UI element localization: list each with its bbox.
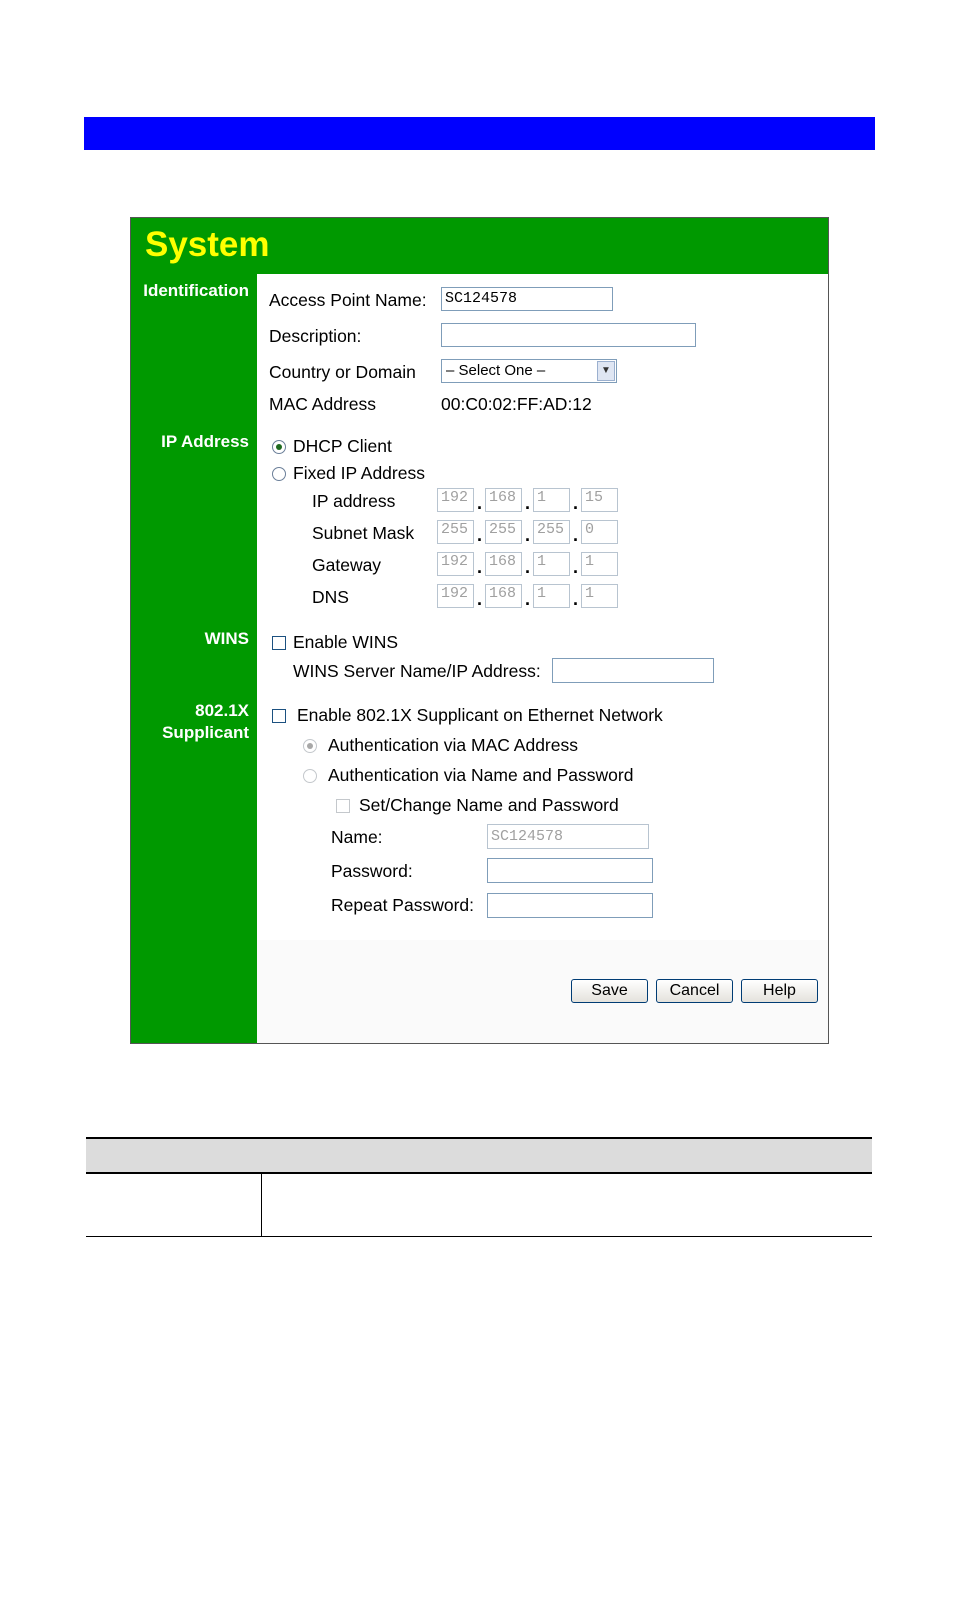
ip-separator: . [525, 493, 531, 513]
fixed-ip-label: Fixed IP Address [293, 463, 425, 483]
table-row [86, 1174, 872, 1237]
section-label-identification: Identification [143, 281, 249, 300]
enable-wins-checkbox[interactable] [272, 636, 286, 650]
dns-octet-4[interactable]: 1 [581, 584, 618, 608]
repeat-password-input[interactable] [487, 893, 653, 918]
panel-header [131, 218, 828, 274]
gateway-octet-1[interactable]: 192 [437, 552, 474, 576]
gateway-octet-3[interactable]: 1 [533, 552, 570, 576]
gateway-separator: . [573, 557, 579, 577]
dns-separator: . [477, 589, 483, 609]
description-label: Description: [269, 326, 362, 346]
supplicant-password-label: Password: [331, 861, 413, 881]
save-button[interactable]: Save [571, 979, 648, 1003]
gateway-label: Gateway [312, 555, 382, 575]
access-point-name-input[interactable]: SC124578 [441, 287, 613, 311]
auth-mac-label: Authentication via MAC Address [328, 735, 578, 755]
gateway-octet-2[interactable]: 168 [485, 552, 522, 576]
auth-name-password-label: Authentication via Name and Password [328, 765, 634, 785]
ip-octet-4[interactable]: 15 [581, 488, 618, 512]
supplicant-name-label: Name: [331, 827, 383, 847]
section-label-802-1x: 802.1X [195, 701, 249, 720]
subnet-separator: . [573, 525, 579, 545]
repeat-password-label: Repeat Password: [331, 895, 474, 915]
table-header-row [86, 1137, 872, 1174]
supplicant-name-input[interactable]: SC124578 [487, 824, 649, 849]
subnet-separator: . [477, 525, 483, 545]
auth-mac-radio[interactable] [303, 739, 317, 753]
supplicant-password-input[interactable] [487, 858, 653, 883]
ip-octet-2[interactable]: 168 [485, 488, 522, 512]
section-sidebar [131, 274, 257, 1043]
help-button[interactable]: Help [741, 979, 818, 1003]
ip-address-label: IP address [312, 491, 396, 511]
subnet-separator: . [525, 525, 531, 545]
system-settings-panel [130, 217, 829, 1044]
chevron-down-icon[interactable]: ▼ [597, 361, 615, 381]
ip-separator: . [573, 493, 579, 513]
dns-separator: . [525, 589, 531, 609]
subnet-mask-label: Subnet Mask [312, 523, 415, 543]
set-change-password-label: Set/Change Name and Password [359, 795, 619, 815]
mac-address-label: MAC Address [269, 394, 376, 414]
button-bar [257, 940, 828, 1043]
gateway-separator: . [477, 557, 483, 577]
ip-separator: . [477, 493, 483, 513]
access-point-name-label: Access Point Name: [269, 290, 427, 310]
mac-address-value: 00:C0:02:FF:AD:12 [441, 394, 592, 414]
cancel-button[interactable]: Cancel [656, 979, 733, 1003]
wins-server-label: WINS Server Name/IP Address: [293, 661, 541, 681]
panel-title: System [145, 225, 270, 264]
ip-octet-1[interactable]: 192 [437, 488, 474, 512]
dns-octet-3[interactable]: 1 [533, 584, 570, 608]
set-change-password-checkbox[interactable] [336, 799, 350, 813]
section-label-ip-address: IP Address [161, 432, 249, 451]
country-domain-label: Country or Domain [269, 362, 416, 382]
auth-name-password-radio[interactable] [303, 769, 317, 783]
dns-separator: . [573, 589, 579, 609]
fixed-ip-radio[interactable] [272, 467, 286, 481]
enable-supplicant-checkbox[interactable] [272, 709, 286, 723]
ip-octet-3[interactable]: 1 [533, 488, 570, 512]
section-label-supplicant: Supplicant [162, 723, 249, 742]
dhcp-client-label: DHCP Client [293, 436, 392, 456]
subnet-octet-3[interactable]: 255 [533, 520, 570, 544]
country-domain-selected: – Select One – [446, 362, 546, 379]
dns-label: DNS [312, 587, 349, 607]
wins-server-input[interactable] [552, 658, 714, 683]
country-domain-select[interactable] [441, 359, 617, 383]
subnet-octet-1[interactable]: 255 [437, 520, 474, 544]
top-blue-bar [84, 117, 875, 150]
dns-octet-2[interactable]: 168 [485, 584, 522, 608]
enable-supplicant-label: Enable 802.1X Supplicant on Ethernet Network [297, 705, 663, 725]
section-label-wins: WINS [204, 629, 249, 648]
subnet-octet-2[interactable]: 255 [485, 520, 522, 544]
enable-wins-label: Enable WINS [293, 632, 399, 652]
table-column-divider [261, 1174, 262, 1236]
subnet-octet-4[interactable]: 0 [581, 520, 618, 544]
description-input[interactable] [441, 323, 696, 347]
dhcp-client-radio[interactable] [272, 440, 286, 454]
dns-octet-1[interactable]: 192 [437, 584, 474, 608]
gateway-separator: . [525, 557, 531, 577]
gateway-octet-4[interactable]: 1 [581, 552, 618, 576]
